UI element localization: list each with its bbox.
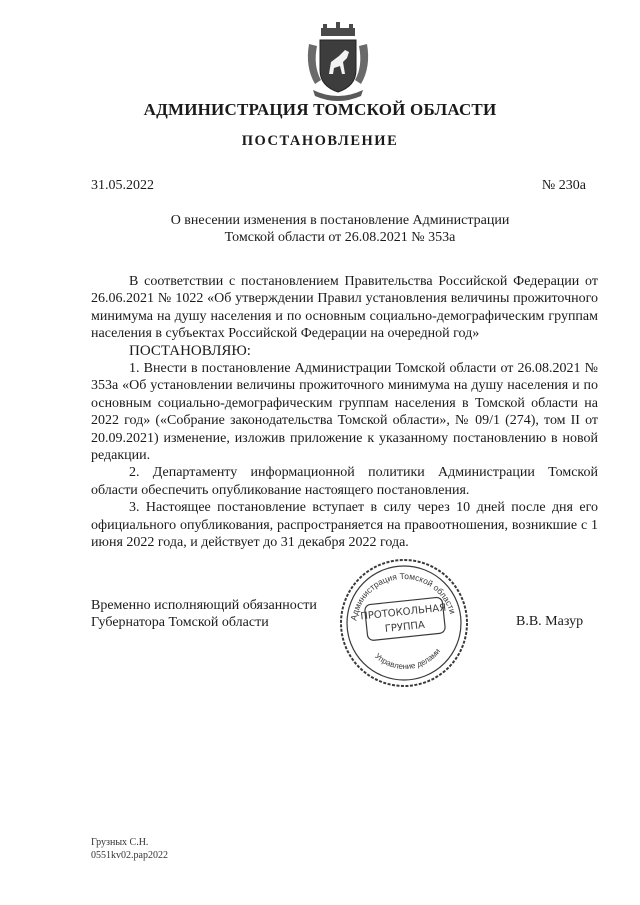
decree-heading: ПОСТАНОВЛЯЮ: [129, 342, 251, 359]
stamp-outer-text: Администрация Томской области [348, 570, 458, 622]
seal-stamp-icon [338, 557, 470, 689]
signer-name: В.В. Мазур [516, 614, 584, 629]
document-number: № 230а [541, 178, 586, 193]
item-2-paragraph: 2. Департаменту информационной политики Администрации Томской области обеспечить опубликование настоящего постановления. [91, 465, 598, 498]
signer-title-line: Губернатора Томской области [91, 615, 269, 630]
document-subject [120, 212, 560, 246]
organization-title: АДМИНИСТРАЦИЯ ТОМСКОЙ ОБЛАСТИ [143, 100, 497, 119]
coat-of-arms-icon [303, 22, 373, 102]
executor-name: Грузных С.Н. [91, 837, 149, 848]
document-type: ПОСТАНОВЛЕНИЕ [241, 133, 399, 149]
item-3-paragraph: 3. Настоящее постановление вступает в силу через 10 дней после дня его официального опубликования, распространяется на правоотношения, возникшие с 1 июня 2022 года, и действует до 31 декабря 2022 года. [91, 500, 598, 551]
stamp-bottom-text: Управление делами [373, 646, 443, 672]
stamp-center-line-2: ГРУППА [384, 619, 426, 636]
executor-info [91, 836, 168, 862]
signer-title [91, 597, 351, 631]
item-1-paragraph: 1. Внести в постановление Администрации Томской области от 26.08.2021 № 353а «Об установлении величины прожиточного минимума на душу населения и по основным социально-демографическим группам населения в Томской области на 2022 год» («Собрание законодательства Томской области», № 09/1 (274), том II от 20.09.2021) изменение, изложив приложение к указанному постановлению в новой редакции. [91, 361, 598, 464]
preamble-paragraph: В соответствии с постановлением Правительства Российской Федерации от 26.06.2021 № 1022 «Об утверждении Правил установления величины прожиточного минимума на душу населения и по основным социально-демографическим группам населения в субъектах Российской Федерации на очередной год» [91, 274, 598, 342]
stamp-center-line-1: ПРОТОКОЛЬНАЯ [359, 602, 447, 623]
signer-title-line: Временно исполняющий обязанности [91, 598, 317, 613]
subject-line: Томской области от 26.08.2021 № 353а [224, 230, 456, 245]
file-code: 0551kv02.pap2022 [91, 850, 168, 861]
document-body [91, 273, 598, 552]
subject-line: О внесении изменения в постановление Администрации [170, 213, 510, 228]
document-date: 31.05.2022 [91, 178, 154, 193]
